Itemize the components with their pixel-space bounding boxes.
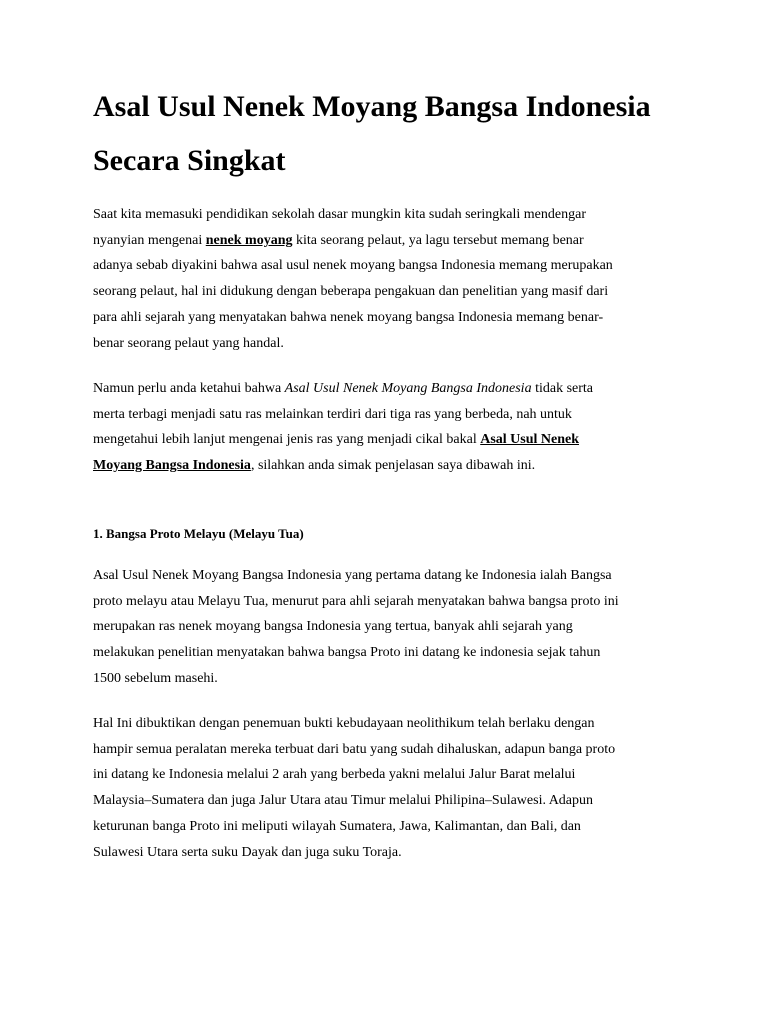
intro-paragraph — [93, 202, 693, 356]
text-line: merupakan ras nenek moyang bangsa Indonesia yang tertua, banyak ahli sejarah yang — [93, 619, 573, 635]
proto-melayu-paragraph — [93, 563, 693, 692]
asal-usul-link[interactable]: Asal Usul Nenek — [480, 432, 580, 448]
section-heading: 1. Bangsa Proto Melayu (Melayu Tua) — [93, 526, 304, 541]
text-line: merta terbagi menjadi satu ras melainkan terdiri dari tiga ras yang berbeda, nah untuk — [93, 406, 572, 422]
text-line: ini datang ke Indonesia melalui 2 arah yang berbeda yakni melalui Jalur Barat melalui — [93, 767, 576, 783]
text-run: mengetahui lebih lanjut mengenai jenis ras yang menjadi cikal bakal — [93, 432, 481, 448]
text-line — [93, 228, 693, 254]
nenek-moyang-link[interactable]: nenek moyang — [205, 232, 293, 248]
text-run: tidak serta — [531, 381, 593, 396]
text-line — [93, 376, 693, 402]
text-line: Hal Ini dibuktikan dengan penemuan bukti kebudayaan neolithikum telah berlaku dengan — [93, 716, 595, 731]
emphasis-text: Asal Usul Nenek Moyang Bangsa Indonesia — [284, 381, 532, 396]
page-title — [93, 80, 713, 188]
text-line: Malaysia–Sumatera dan juga Jalur Utara atau Timur melalui Philipina–Sulawesi. Adapun — [93, 793, 594, 809]
title-line: Asal Usul Nenek Moyang Bangsa Indonesia — [93, 90, 651, 123]
text-run: kita seorang pelaut, ya lagu tersebut memang benar — [292, 232, 584, 248]
text-line: proto melayu atau Melayu Tua, menurut para ahli sejarah menyatakan bahwa bangsa proto ini — [93, 593, 619, 609]
text-line: Asal Usul Nenek Moyang Bangsa Indonesia yang pertama datang ke Indonesia ialah Bangsa — [93, 568, 612, 583]
text-line: hampir semua peralatan mereka terbuat dari batu yang sudah dihaluskan, adapun banga proto — [93, 741, 616, 757]
text-line: Saat kita memasuki pendidikan sekolah dasar mungkin kita sudah seringkali mendengar — [93, 207, 586, 222]
text-line: seorang pelaut, hal ini didukung dengan beberapa pengakuan dan penelitian yang masif dari — [93, 284, 609, 300]
evidence-paragraph — [93, 711, 693, 865]
text-line — [93, 427, 693, 453]
text-run: , silahkan anda simak penjelasan saya dibawah ini. — [250, 458, 536, 474]
text-line: adanya sebab diyakini bahwa asal usul nenek moyang bangsa Indonesia memang merupakan — [93, 258, 613, 274]
text-line: 1500 sebelum masehi. — [93, 670, 218, 686]
asal-usul-link[interactable]: Moyang Bangsa Indonesia — [93, 458, 251, 474]
text-line: melakukan penelitian menyatakan bahwa bangsa Proto ini datang ke indonesia sejak tahun — [93, 645, 601, 661]
text-run: Namun perlu anda ketahui bahwa — [93, 381, 285, 396]
text-line: benar seorang pelaut yang handal. — [93, 335, 284, 351]
races-paragraph — [93, 376, 693, 479]
text-line: keturunan banga Proto ini meliputi wilayah Sumatera, Jawa, Kalimantan, dan Bali, dan — [93, 818, 581, 834]
text-run: nyanyian mengenai — [93, 232, 206, 248]
title-line: Secara Singkat — [93, 144, 286, 177]
text-line: Sulawesi Utara serta suku Dayak dan juga suku Toraja. — [93, 844, 402, 860]
text-line — [93, 453, 693, 479]
text-line: para ahli sejarah yang menyatakan bahwa nenek moyang bangsa Indonesia memang benar- — [93, 309, 604, 325]
